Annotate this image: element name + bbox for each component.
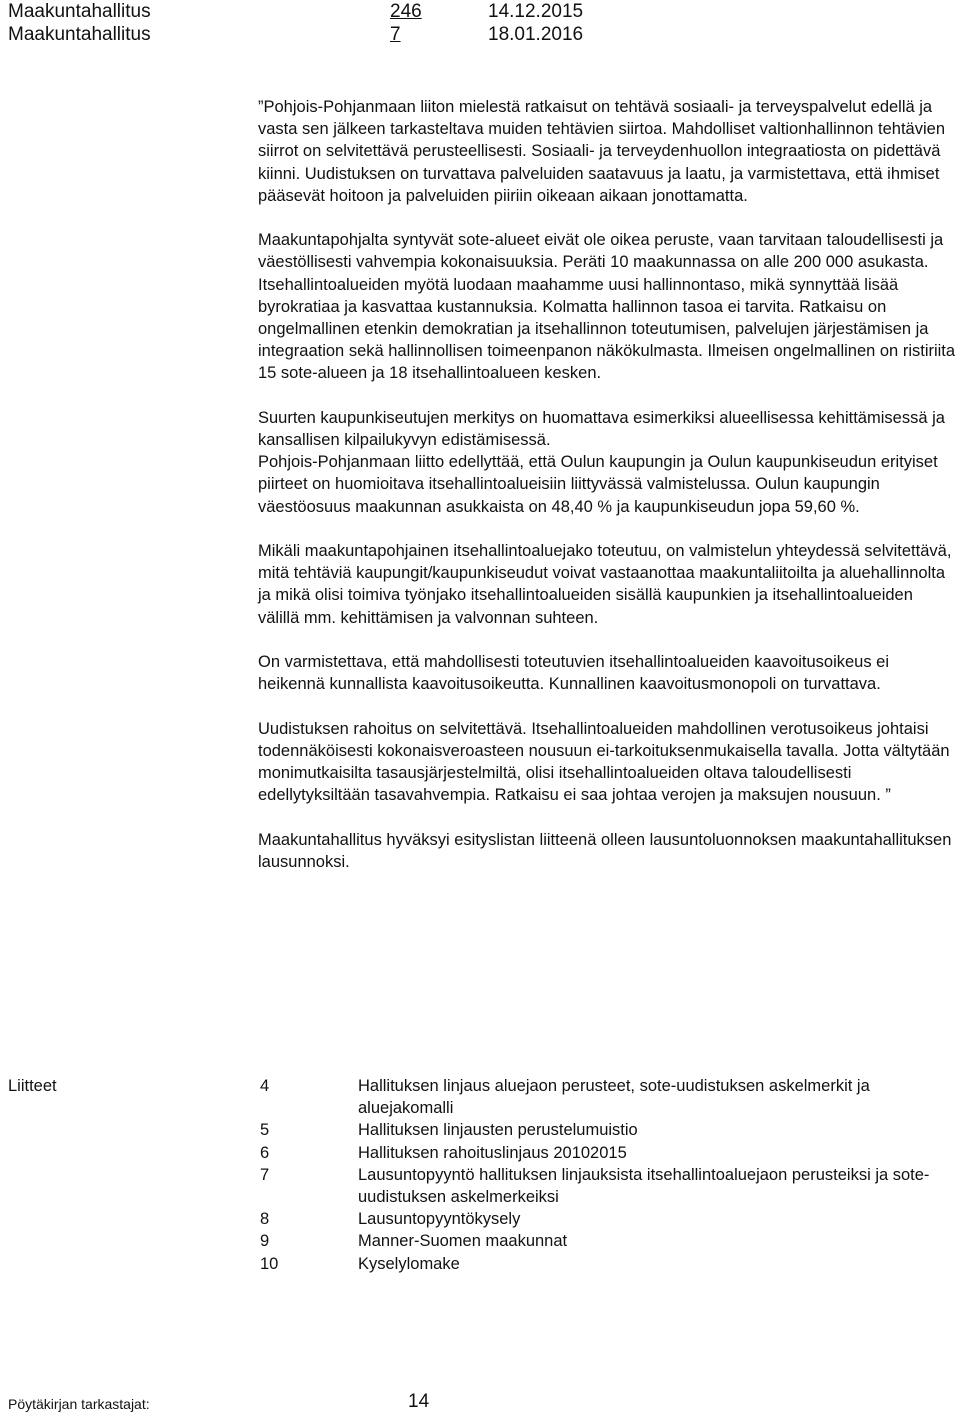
paragraph: Maakuntapohjalta syntyvät sote-alueet eivät ole oikea peruste, vaan tarvitaan taloudellisesti ja väestöllisesti vahvempia kokonaisuuksia. Peräti 10 maakunnassa on alle 200 000 asukasta. Itsehallintoalueiden myötä luodaan maahamme uusi hallinnontaso, mikä synnyttää lisää byrokratiaa ja kasvattaa kustannuksia. Kolmatta hallinnon tasoa ei tarvita. Ratkaisu on ongelmallinen etenkin demokratian ja itsehallinnon toteutumisen, palvelujen järjestämisen ja integraation sekä hallinnollisen toimeenpanon näkökulmasta. Ilmeisen ongelmallinen on ristiriita 15 sote-alueen ja 18 itsehallintoalueen kesken. xyxy=(258,231,956,383)
attachment-item xyxy=(260,1075,960,1119)
attachment-number: 7 xyxy=(260,1165,270,1184)
document-body xyxy=(258,96,958,895)
attachment-item xyxy=(260,1230,960,1252)
meeting-date: 14.12.2015 xyxy=(488,1,584,22)
attachment-item xyxy=(260,1253,960,1275)
attachment-item xyxy=(260,1119,960,1141)
meeting-body: Maakuntahallitus xyxy=(8,1,151,22)
paragraph: ”Pohjois-Pohjanmaan liiton mielestä ratkaisut on tehtävä sosiaali- ja terveyspalvelut edellä ja vasta sen jälkeen tarkasteltava muiden tehtävien siirtoa. Mahdolliset valtionhallinnon tehtävien siirrot on selvitettävä perusteellisesti. Sosiaali- ja terveydenhuollon integraatiosta on pidettävä kiinni. Uudistuksen on turvattava palveluiden saatavuus ja laatu, ja varmistettava, että ihmiset pääsevät hoitoon ja palveluiden piiriin oikeaan aikaan jonottamatta. xyxy=(258,98,945,205)
attachment-title: Manner-Suomen maakunnat xyxy=(358,1232,568,1251)
attachments-label: Liitteet xyxy=(8,1077,57,1095)
page-footer xyxy=(8,1393,508,1415)
paragraph: Uudistuksen rahoitus on selvitettävä. Itsehallintoalueiden mahdollinen verotusoikeus johtaisi todennäköisesti kokonaisveroasteen nousuun ei-tarkoituksenmukaisella tavalla. Jotta vältytään monimutkaisilta tasausjärjestelmiltä, olisi itsehallintoalueiden oltava taloudellisesti edellytyksiltään tasavahvempia. Ratkaisu ei saa johtaa verojen ja maksujen nousuun. ” xyxy=(258,719,950,805)
paragraph: Maakuntahallitus hyväksyi esityslistan liitteenä olleen lausuntoluonnoksen maakuntahallituksen lausunnoksi. xyxy=(258,830,952,871)
paragraph: Suurten kaupunkiseutujen merkitys on huomattava esimerkiksi alueellisessa kehittämisessä ja kansallisen kilpailukyvyn edistämisessä. xyxy=(258,408,945,450)
paragraph: On varmistettava, että mahdollisesti toteutuvien itsehallintoalueiden kaavoitusoikeus ei heikennä kunnallista kaavoitusoikeutta. Kunnallinen kaavoitusmonopoli on turvattava. xyxy=(258,653,890,694)
page-number: 14 xyxy=(408,1391,430,1412)
attachment-number: 8 xyxy=(260,1210,270,1229)
attachment-title: Hallituksen linjaus aluejaon perusteet, sote-uudistuksen askelmerkit ja aluejakomalli xyxy=(358,1077,870,1118)
attachments-list xyxy=(260,1075,960,1275)
attachment-number: 6 xyxy=(260,1143,270,1162)
paragraph: Mikäli maakuntapohjainen itsehallintoaluejako toteutuu, on valmistelun yhteydessä selvitettävä, mitä tehtäviä kaupungit/kaupunkiseudut voivat vastaanottaa maakuntaliitoilta ja aluehallinnolta ja mikä olisi toimiva työnjako itsehallintoalueiden sisällä kaupunkien ja itsehallintoalueiden välillä mm. kehittämisen ja valvonnan suhteen. xyxy=(258,542,952,627)
attachment-item xyxy=(260,1208,960,1230)
paragraph: Pohjois-Pohjanmaan liitto edellyttää, että Oulun kaupungin ja Oulun kaupunkiseudun erityiset piirteet on huomioitava itsehallintoalueisiin liittyvässä valmistelussa. Oulun kaupungin väestöosuus maakunnan asukkaista on 48,40 % ja kaupunkiseudun jopa 59,60 %. xyxy=(258,453,938,516)
attachment-number: 4 xyxy=(260,1077,270,1095)
attachment-number: 5 xyxy=(260,1121,270,1140)
attachment-item xyxy=(260,1142,960,1164)
attachment-title: Kyselylomake xyxy=(358,1254,460,1273)
attachment-number: 10 xyxy=(260,1254,279,1273)
meeting-date: 18.01.2016 xyxy=(488,24,584,45)
attachment-title: Lausuntopyyntökysely xyxy=(358,1210,521,1229)
minutes-checkers-label: Pöytäkirjan tarkastajat: xyxy=(8,1396,150,1412)
attachment-title: Hallituksen linjausten perustelumuistio xyxy=(358,1121,638,1140)
attachment-item xyxy=(260,1164,960,1208)
section-number-link[interactable]: 7 xyxy=(390,24,401,45)
attachment-number: 9 xyxy=(260,1232,270,1251)
attachment-title: Hallituksen rahoituslinjaus 20102015 xyxy=(358,1143,627,1162)
attachment-title: Lausuntopyyntö hallituksen linjauksista itsehallintoaluejaon perusteiksi ja sote-uudistuksen askelmerkeiksi xyxy=(358,1165,930,1207)
meeting-body: Maakuntahallitus xyxy=(8,24,151,45)
section-number-link[interactable]: 246 xyxy=(390,1,422,22)
